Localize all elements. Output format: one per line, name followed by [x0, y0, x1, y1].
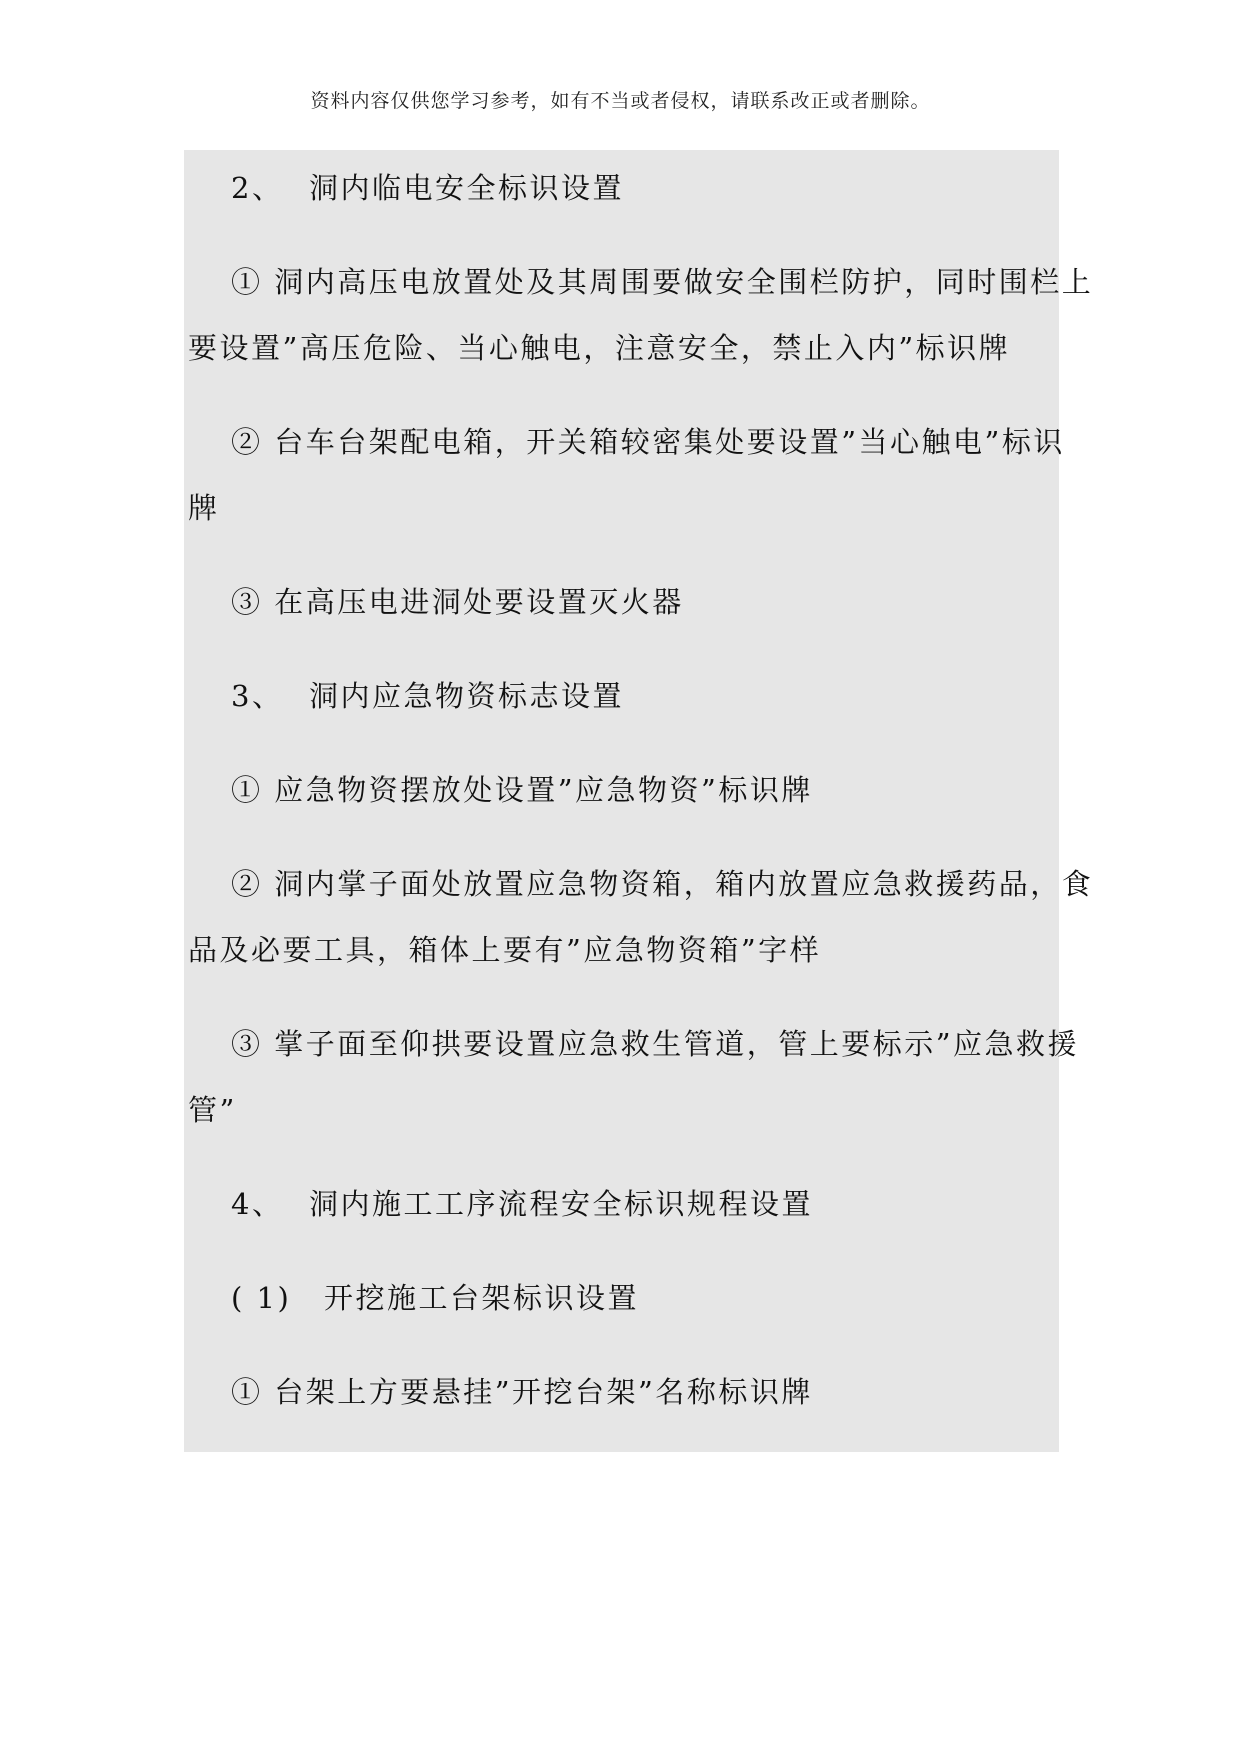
subsection-1-title: 开挖施工台架标识设置 [324, 1281, 640, 1315]
section-3-title: 洞内应急物资标志设置 [309, 679, 625, 713]
section-4-number: 4、 [231, 1187, 284, 1221]
page-header-notice: 资料内容仅供您学习参考，如有不当或者侵权，请联系改正或者删除。 [310, 90, 931, 112]
s3-item-2-line-2: 品及必要工具，箱体上要有”应急物资箱”字样 [188, 933, 822, 967]
s3-item-2-line-1: ② 洞内掌子面处放置应急物资箱，箱内放置应急救援药品，食 [231, 867, 1094, 901]
section-4-title: 洞内施工工序流程安全标识规程设置 [309, 1187, 814, 1221]
s3-item-1-line-1: ① 应急物资摆放处设置”应急物资”标识牌 [231, 773, 813, 807]
section-2-number: 2、 [231, 171, 284, 205]
subsection-1-number: ( 1) [231, 1281, 292, 1315]
section-2-heading [231, 166, 624, 207]
s2-item-1-line-1: ① 洞内高压电放置处及其周围要做安全围栏防护，同时围栏上 [231, 265, 1094, 299]
section-2-title: 洞内临电安全标识设置 [309, 171, 625, 205]
section-4-subheading-1 [231, 1276, 639, 1317]
s3-item-3-line-1: ③ 掌子面至仰拱要设置应急救生管道，管上要标示”应急救援 [231, 1027, 1080, 1061]
s2-item-2-line-1: ② 台车台架配电箱，开关箱较密集处要设置”当心触电”标识 [231, 425, 1065, 459]
s3-item-3-line-2: 管” [188, 1093, 237, 1127]
section-3-heading [231, 674, 624, 715]
s2-item-1-line-2: 要设置”高压危险、当心触电，注意安全，禁止入内”标识牌 [188, 331, 1011, 365]
s2-item-2-line-2: 牌 [188, 491, 220, 525]
s2-item-3-line-1: ③ 在高压电进洞处要设置灭火器 [231, 585, 684, 619]
section-3-number: 3、 [231, 679, 284, 713]
s4-item-1-line-1: ① 台架上方要悬挂”开挖台架”名称标识牌 [231, 1375, 813, 1409]
section-4-heading [231, 1182, 813, 1223]
